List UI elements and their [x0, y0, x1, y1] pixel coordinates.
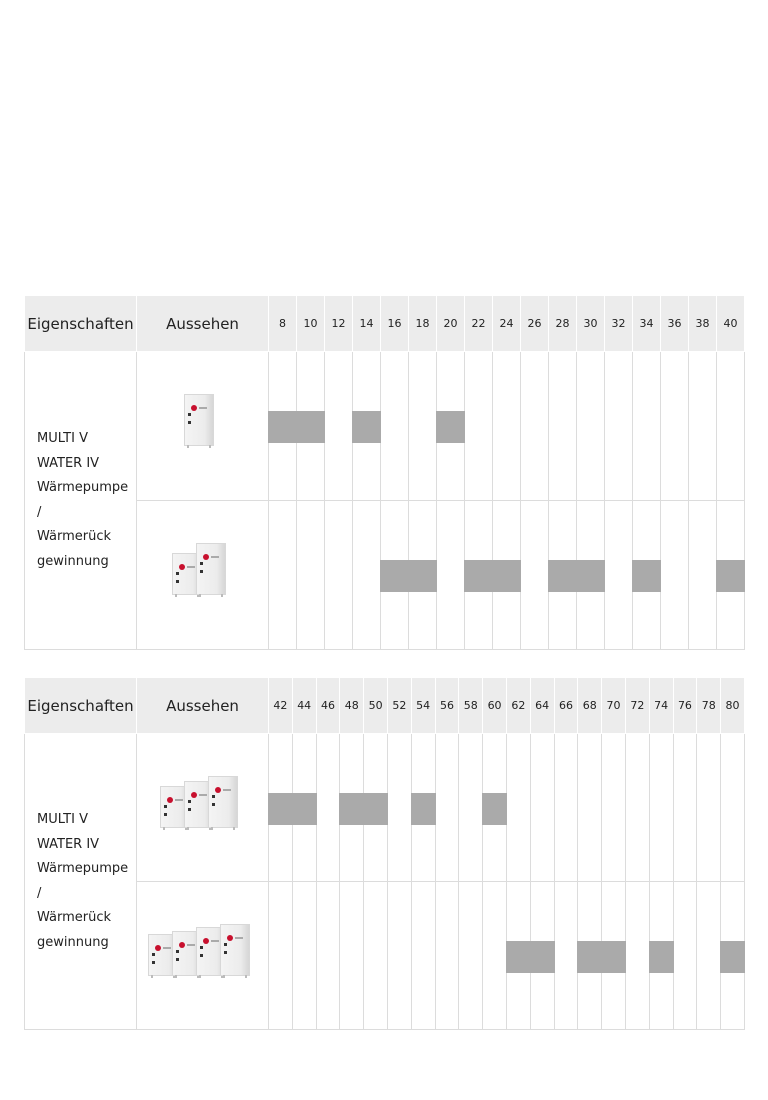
header-capacity: 24	[493, 296, 521, 352]
product-name-line: Wärmerück	[37, 529, 112, 544]
availability-bar	[601, 941, 626, 973]
capacity-cell	[605, 352, 633, 501]
capacity-cell	[577, 501, 605, 650]
capacity-cell	[649, 882, 673, 1030]
capacity-cell	[437, 352, 465, 501]
availability-bar	[408, 560, 437, 592]
table-row	[25, 734, 745, 882]
header-capacity: 44	[292, 678, 316, 734]
header-capacity: 54	[411, 678, 435, 734]
product-name-line: MULTI V	[37, 431, 88, 446]
capacity-cell	[717, 352, 745, 501]
availability-bar	[577, 941, 602, 973]
capacity-cell	[483, 882, 507, 1030]
triple-outdoor-unit-image	[137, 734, 269, 882]
header-capacity: 20	[437, 296, 465, 352]
product-name-line: WATER IV	[37, 455, 100, 471]
lg-logo-icon	[203, 938, 209, 944]
capacity-cell	[521, 352, 549, 501]
capacity-cell	[292, 734, 316, 882]
header-capacity: 68	[578, 678, 602, 734]
capacity-cell	[435, 882, 459, 1030]
header-capacity: 72	[625, 678, 649, 734]
header-capacity: 62	[506, 678, 530, 734]
capacity-cell	[411, 734, 435, 882]
quadruple-outdoor-unit-image	[137, 882, 269, 1030]
capacity-cell	[689, 352, 717, 501]
header-capacity: 38	[689, 296, 717, 352]
capacity-cell	[340, 882, 364, 1030]
capacity-cell	[269, 352, 297, 501]
capacity-cell	[465, 352, 493, 501]
product-name-line: Wärmerück	[37, 910, 112, 925]
capacity-cell	[717, 501, 745, 650]
product-name-line: Wärmepumpe /	[37, 480, 129, 520]
header-capacity: 30	[577, 296, 605, 352]
outdoor-unit-module	[220, 924, 250, 976]
product-name-line: WATER IV	[37, 836, 100, 852]
lg-logo-icon	[227, 935, 233, 941]
header-appearance: Aussehen	[137, 678, 269, 734]
lg-logo-icon	[191, 405, 197, 411]
capacity-cell	[661, 352, 689, 501]
header-capacity: 10	[297, 296, 325, 352]
header-capacity: 80	[721, 678, 745, 734]
capacity-cell	[364, 734, 388, 882]
capacity-cell	[633, 501, 661, 650]
capacity-cell	[465, 501, 493, 650]
capacity-cell	[602, 734, 626, 882]
lg-logo-icon	[179, 942, 185, 948]
header-capacity: 18	[409, 296, 437, 352]
capacity-cell	[721, 882, 745, 1030]
product-name-line: gewinnung	[37, 934, 109, 950]
lg-logo-icon	[215, 787, 221, 793]
capacity-cell	[292, 882, 316, 1030]
product-name-line: MULTI V	[37, 812, 88, 827]
header-capacity: 78	[697, 678, 721, 734]
header-capacity: 42	[269, 678, 293, 734]
capacity-cell	[325, 352, 353, 501]
header-capacity: 32	[605, 296, 633, 352]
header-capacity: 50	[364, 678, 388, 734]
capacity-cell	[605, 501, 633, 650]
outdoor-unit-image	[160, 776, 246, 836]
capacity-cell	[493, 501, 521, 650]
availability-bar	[268, 411, 297, 443]
lg-logo-icon	[191, 792, 197, 798]
capacity-cell	[297, 501, 325, 650]
header-capacity: 12	[325, 296, 353, 352]
capacity-cell	[409, 501, 437, 650]
header-capacity: 34	[633, 296, 661, 352]
capacity-cell	[625, 882, 649, 1030]
availability-bar	[363, 793, 388, 825]
capacity-cell	[340, 734, 364, 882]
capacity-cell	[316, 882, 340, 1030]
capacity-cell	[297, 352, 325, 501]
capacity-cell	[649, 734, 673, 882]
header-capacity: 76	[673, 678, 697, 734]
outdoor-unit-module	[208, 776, 238, 828]
header-capacity: 60	[483, 678, 507, 734]
capacity-cell	[437, 501, 465, 650]
product-name-line: Wärmepumpe /	[37, 861, 129, 901]
capacity-cell	[633, 352, 661, 501]
availability-bar	[296, 411, 325, 443]
capacity-cell	[353, 501, 381, 650]
availability-bar	[716, 560, 745, 592]
availability-bar	[436, 411, 465, 443]
lg-logo-icon	[179, 564, 185, 570]
capacity-cell	[506, 882, 530, 1030]
header-capacity: 74	[649, 678, 673, 734]
header-capacity: 26	[521, 296, 549, 352]
capacity-cell	[459, 882, 483, 1030]
header-capacity: 22	[465, 296, 493, 352]
product-name	[25, 734, 137, 1030]
header-capacity: 46	[316, 678, 340, 734]
capacity-cell	[578, 734, 602, 882]
capacity-cell	[697, 882, 721, 1030]
header-property: Eigenschaften	[25, 296, 137, 352]
header-capacity: 56	[435, 678, 459, 734]
capacity-cell	[409, 352, 437, 501]
capacity-cell	[697, 734, 721, 882]
capacity-cell	[577, 352, 605, 501]
availability-bar	[380, 560, 409, 592]
lg-logo-icon	[167, 797, 173, 803]
header-capacity: 14	[353, 296, 381, 352]
single-outdoor-unit-image	[137, 352, 269, 501]
capacity-cell	[387, 734, 411, 882]
availability-bar	[292, 793, 317, 825]
capacity-cell	[435, 734, 459, 882]
capacity-table-1	[24, 295, 745, 650]
header-capacity: 52	[387, 678, 411, 734]
availability-bar	[464, 560, 493, 592]
lg-logo-icon	[203, 554, 209, 560]
availability-bar	[482, 793, 507, 825]
capacity-cell	[530, 734, 554, 882]
header-capacity: 66	[554, 678, 578, 734]
capacity-cell	[353, 352, 381, 501]
availability-bar	[411, 793, 436, 825]
lg-logo-icon	[155, 945, 161, 951]
capacity-cell	[387, 882, 411, 1030]
double-outdoor-unit-image	[137, 501, 269, 650]
capacity-cell	[506, 734, 530, 882]
capacity-cell	[549, 352, 577, 501]
header-capacity: 16	[381, 296, 409, 352]
outdoor-unit-module	[196, 543, 226, 595]
capacity-cell	[493, 352, 521, 501]
capacity-cell	[673, 882, 697, 1030]
capacity-cell	[316, 734, 340, 882]
header-capacity: 36	[661, 296, 689, 352]
capacity-cell	[578, 882, 602, 1030]
capacity-cell	[411, 882, 435, 1030]
availability-bar	[530, 941, 555, 973]
availability-bar	[352, 411, 381, 443]
availability-bar	[339, 793, 364, 825]
availability-bar	[548, 560, 577, 592]
availability-bar	[492, 560, 521, 592]
product-name	[25, 352, 137, 650]
header-capacity: 64	[530, 678, 554, 734]
capacity-cell	[459, 734, 483, 882]
capacity-cell	[269, 501, 297, 650]
capacity-cell	[689, 501, 717, 650]
capacity-cell	[269, 734, 293, 882]
outdoor-unit-image	[184, 394, 222, 454]
capacity-cell	[554, 734, 578, 882]
header-property: Eigenschaften	[25, 678, 137, 734]
outdoor-unit-module	[184, 394, 214, 446]
header-capacity: 28	[549, 296, 577, 352]
header-capacity: 58	[459, 678, 483, 734]
header-appearance: Aussehen	[137, 296, 269, 352]
capacity-cell	[381, 501, 409, 650]
capacity-cell	[602, 882, 626, 1030]
capacity-cell	[530, 882, 554, 1030]
outdoor-unit-image	[148, 924, 258, 984]
capacity-cell	[381, 352, 409, 501]
outdoor-unit-image	[172, 543, 234, 603]
capacity-cell	[625, 734, 649, 882]
capacity-cell	[325, 501, 353, 650]
capacity-table-2	[24, 677, 745, 1030]
capacity-cell	[673, 734, 697, 882]
availability-bar	[576, 560, 605, 592]
capacity-cell	[549, 501, 577, 650]
capacity-cell	[269, 882, 293, 1030]
availability-bar	[506, 941, 531, 973]
capacity-cell	[364, 882, 388, 1030]
availability-bar	[268, 793, 293, 825]
capacity-cell	[521, 501, 549, 650]
availability-bar	[649, 941, 674, 973]
header-capacity: 48	[340, 678, 364, 734]
capacity-cell	[554, 882, 578, 1030]
header-capacity: 8	[269, 296, 297, 352]
capacity-cell	[721, 734, 745, 882]
capacity-cell	[483, 734, 507, 882]
availability-bar	[720, 941, 745, 973]
table-row	[25, 352, 745, 501]
availability-bar	[632, 560, 661, 592]
header-capacity: 70	[602, 678, 626, 734]
header-capacity: 40	[717, 296, 745, 352]
capacity-cell	[661, 501, 689, 650]
product-name-line: gewinnung	[37, 553, 109, 569]
